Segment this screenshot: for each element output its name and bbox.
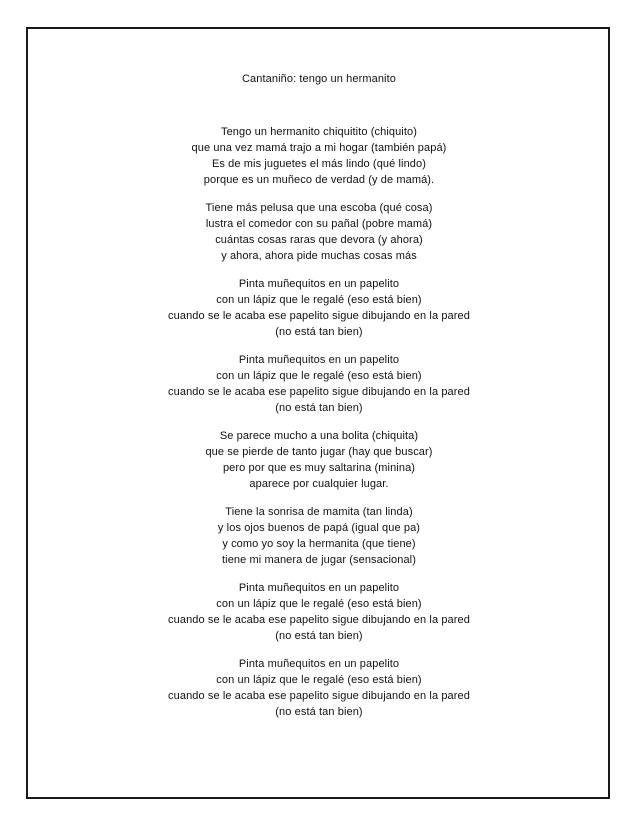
lyric-line: que una vez mamá trajo a mi hogar (también papá) [191,142,447,154]
stanza-6 [0,504,638,568]
lyric-line: con un lápiz que le regalé (eso está bien) [216,598,422,610]
lyrics-body [0,124,638,732]
lyric-line: aparece por cualquier lugar. [249,478,389,490]
page-title: Cantaniño: tengo un hermanito [242,73,396,85]
lyric-line: cuando se le acaba ese papelito sigue dibujando en la pared [168,310,470,322]
lyric-line: (no está tan bien) [275,706,363,718]
lyric-line: Se parece mucho a una bolita (chiquita) [219,430,419,442]
lyric-line: cuando se le acaba ese papelito sigue dibujando en la pared [168,614,470,626]
lyric-line: tiene mi manera de jugar (sensacional) [222,554,416,566]
lyric-line: y como yo soy la hermanita (que tiene) [222,538,416,550]
lyric-line: cuando se le acaba ese papelito sigue dibujando en la pared [168,690,470,702]
lyric-line: Tiene más pelusa que una escoba (qué cosa) [205,202,433,214]
stanza-7 [0,580,638,644]
lyric-line: y ahora, ahora pide muchas cosas más [221,250,417,262]
lyric-line: Pinta muñequitos en un papelito [238,354,400,366]
lyric-line: cuántas cosas raras que devora (y ahora) [215,234,423,246]
lyric-line: (no está tan bien) [275,326,363,338]
lyric-line: cuando se le acaba ese papelito sigue dibujando en la pared [168,386,470,398]
lyric-line: Es de mis juguetes el más lindo (qué lindo) [211,158,427,170]
lyric-line: (no está tan bien) [275,402,363,414]
lyric-line: Tiene la sonrisa de mamita (tan linda) [225,506,413,518]
lyric-line: lustra el comedor con su pañal (pobre mamá) [205,218,433,230]
lyric-line: (no está tan bien) [275,630,363,642]
lyric-line: que se pierde de tanto jugar (hay que buscar) [205,446,433,458]
lyric-line: Pinta muñequitos en un papelito [238,278,400,290]
lyric-line: pero por que es muy saltarina (minina) [222,462,416,474]
lyric-line: Tengo un hermanito chiquitito (chiquito) [220,126,417,138]
stanza-2 [0,200,638,264]
lyric-line: Pinta muñequitos en un papelito [238,658,400,670]
stanza-5 [0,428,638,492]
lyric-line: y los ojos buenos de papá (igual que pa) [217,522,421,534]
lyric-line: con un lápiz que le regalé (eso está bien) [216,674,422,686]
lyric-line: con un lápiz que le regalé (eso está bien) [216,370,422,382]
stanza-1 [0,124,638,188]
lyric-line: Pinta muñequitos en un papelito [238,582,400,594]
lyric-line: porque es un muñeco de verdad (y de mamá). [203,174,435,186]
stanza-3 [0,276,638,340]
lyric-line: con un lápiz que le regalé (eso está bien) [216,294,422,306]
stanza-8 [0,656,638,720]
stanza-4 [0,352,638,416]
